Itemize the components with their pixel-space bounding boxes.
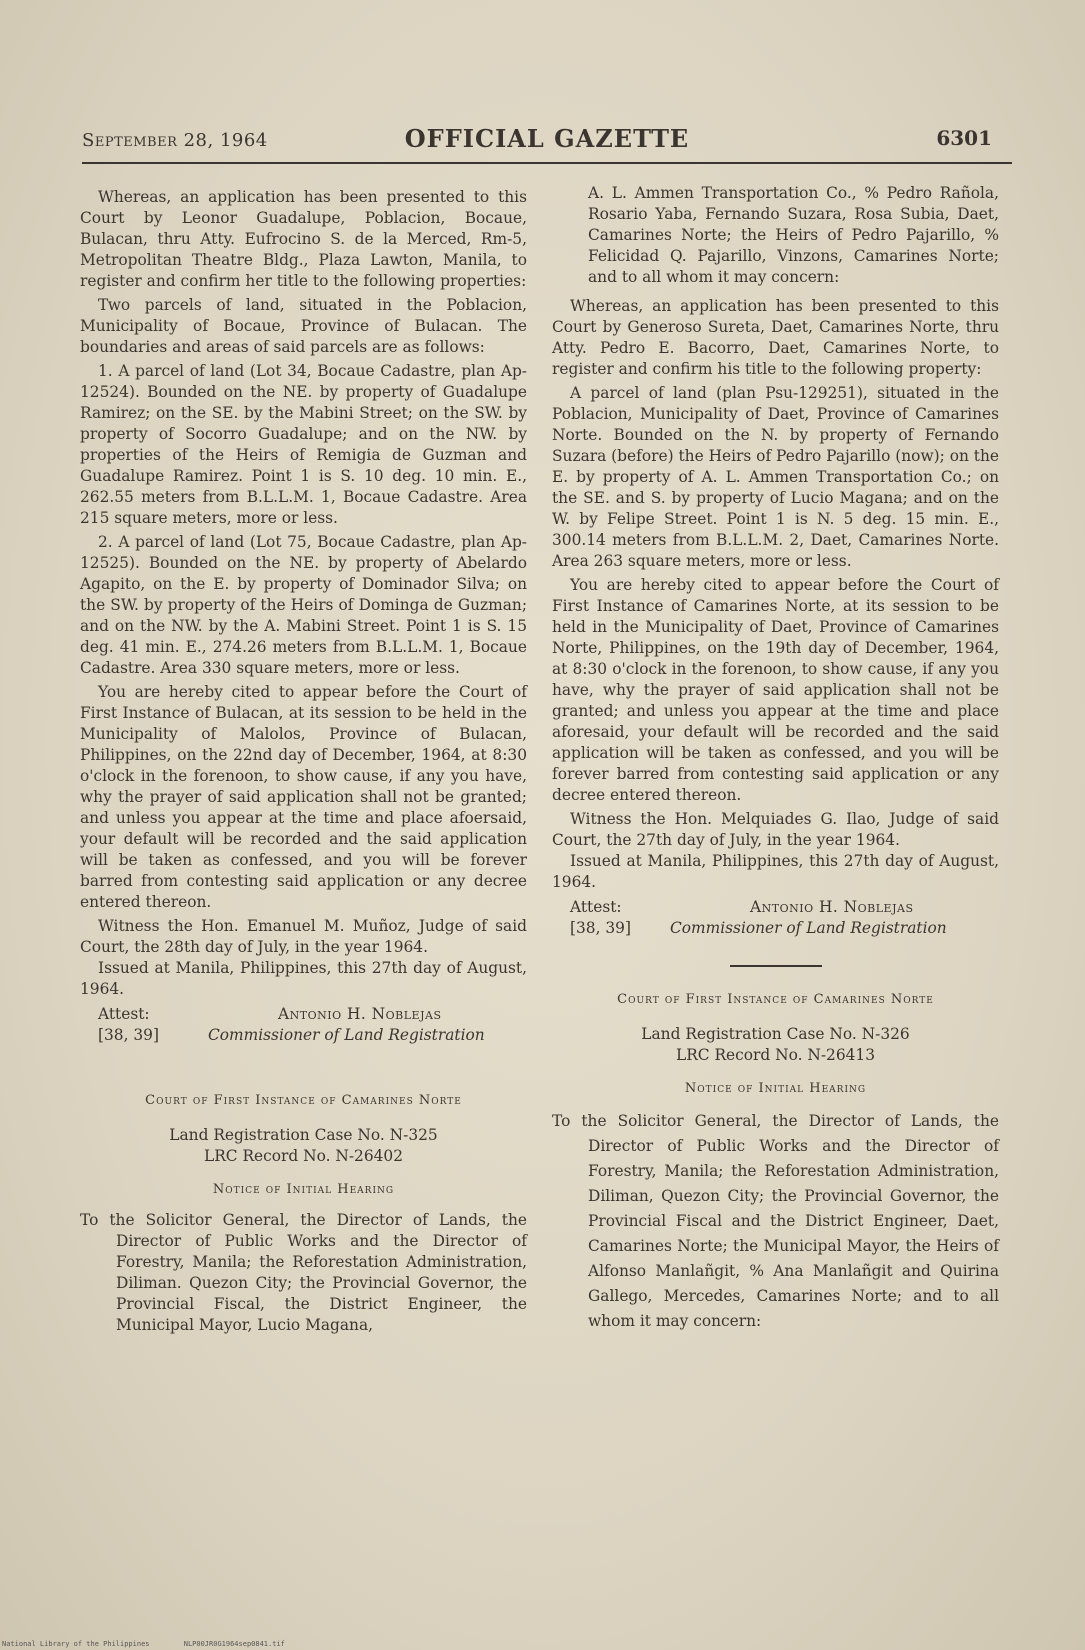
paragraph: 1. A parcel of land (Lot 34, Bocaue Cadastre, plan Ap-12524). Bounded on the NE. by property of Guadalupe Ramirez; on the SE. by the Mabini Street; on the SW. by property of Socorro Guadalupe; and on the NW. by properties of the Heirs of Remigia de Guzman and Guadalupe Ramirez. Point 1 is S. 10 deg. 10 min. E., 262.55 meters from B.L.L.M. 1, Bocaue Cadastre. Area 215 square meters, more or less.	[80, 362, 527, 527]
attest-name: Antonio H. Noblejas	[278, 1005, 442, 1023]
paragraph: Whereas, an application has been presented to this Court by Generoso Sureta, Daet, Camarines Norte, thru Atty. Pedro E. Bacorro, Daet, Camarines Norte, to register and confirm his title to the following property:	[552, 297, 999, 378]
scan-footer	[2, 1640, 315, 1648]
addressee-paragraph: To the Solicitor General, the Director of Lands, the Director of Public Works and the Director of Forestry, Manila; the Reforestation Administration, Diliman. Quezon City; the Provincial Governor, the Provincial Fiscal, the District Engineer, the Municipal Mayor, Lucio Magana,	[80, 1211, 527, 1334]
attest-ref: [38, 39]	[98, 1026, 159, 1044]
header-date: September 28, 1964	[82, 130, 268, 151]
attest-title-line	[570, 918, 999, 939]
page-number: 6301	[936, 126, 992, 150]
addressee-paragraph: To the Solicitor General, the Director of Lands, the Director of Public Works and the Director of Forestry, Manila; the Reforestation Administration, Diliman, Quezon City; the Provincial Governor, the Provincial Fiscal and the District Engineer, Daet, Camarines Norte; the Municipal Mayor, the Heirs of Alfonso Manlañgit, % Ana Manlañgit and Quirina Gallego, Mercedes, Camarines Norte; and to all whom it may concern:	[552, 1112, 999, 1330]
paragraph: A. L. Ammen Transportation Co., % Pedro Rañola, Rosario Yaba, Fernando Suzara, Rosa Subia, Daet, Camarines Norte; the Heirs of Pedro Pajarillo, % Felicidad Q. Pajarillo, Vinzons, Camarines Norte; and to all whom it may concern:	[588, 184, 999, 286]
paragraph: Issued at Manila, Philippines, this 27th day of August, 1964.	[552, 852, 999, 891]
lrc-record: LRC Record No. N-26402	[203, 1147, 404, 1165]
paragraph: Two parcels of land, situated in the Poblacion, Municipality of Bocaue, Province of Bulacan. The boundaries and areas of said parcels are as follows:	[80, 296, 527, 356]
case-number: Land Registration Case No. N-326	[641, 1025, 910, 1043]
notice-heading: Notice of Initial Hearing	[212, 1182, 395, 1197]
paragraph: Witness the Hon. Emanuel M. Muñoz, Judge of said Court, the 28th day of July, in the year 1964.	[80, 917, 527, 956]
right-column	[552, 183, 999, 1337]
paragraph: A parcel of land (plan Psu-129251), situated in the Poblacion, Municipality of Daet, Province of Camarines Norte. Bounded on the N. by property of Fernando Suzara (before) the Heirs of Pedro Pajarillo (now); on the E. by property of A. L. Ammen Transportation Co.; on the SE. and S. by property of Lucio Magana; and on the W. by Felipe Street. Point 1 is N. 5 deg. 15 min. E., 300.14 meters from B.L.L.M. 2, Daet, Camarines Norte. Area 263 square meters, more or less.	[552, 384, 999, 570]
paragraph: You are hereby cited to appear before the Court of First Instance of Bulacan, at its session to be held in the Municipality of Malolos, Province of Bulacan, Philippines, on the 22nd day of December, 1964, at 8:30 o'clock in the forenoon, to show cause, if any you have, why the prayer of said application shall not be granted; and unless you appear at the time and place afoersaid, your default will be recorded and the said application will be taken as confessed, and you will be forever barred from contesting said application or any decree entered thereon.	[80, 683, 527, 911]
attest-label: Attest:	[98, 1005, 150, 1023]
attest-title: Commissioner of Land Registration	[670, 919, 947, 937]
left-column	[80, 187, 527, 1339]
page-header	[82, 124, 1012, 158]
paragraph: Issued at Manila, Philippines, this 27th day of August, 1964.	[80, 959, 527, 998]
case-number: Land Registration Case No. N-325	[169, 1126, 438, 1144]
section-divider	[730, 965, 822, 967]
header-title: OFFICIAL GAZETTE	[404, 124, 690, 153]
paragraph: 2. A parcel of land (Lot 75, Bocaue Cadastre, plan Ap-12525). Bounded on the NE. by property of Abelardo Agapito, on the E. by property of Dominador Silva; on the SW. by property of the Heirs of Dominga de Guzman; and on the NW. by the A. Mabini Street. Point 1 is S. 15 deg. 41 min. E., 274.26 meters from B.L.L.M. 1, Bocaue Cadastre. Area 330 square meters, more or less.	[80, 533, 527, 677]
attest-ref: [38, 39]	[570, 919, 631, 937]
paragraph: Witness the Hon. Melquiades G. Ilao, Judge of said Court, the 27th day of July, in the year 1964.	[552, 810, 999, 849]
court-heading: Court of First Instance of Camarines Norte	[617, 992, 934, 1007]
attest-title: Commissioner of Land Registration	[208, 1026, 485, 1044]
lrc-record: LRC Record No. N-26413	[675, 1046, 876, 1064]
attest-name: Antonio H. Noblejas	[750, 898, 914, 916]
header-rule	[82, 162, 1012, 164]
attest-line	[570, 897, 999, 918]
paragraph: You are hereby cited to appear before the Court of First Instance of Camarines Norte, at its session to be held in the Municipality of Daet, Province of Camarines Norte, Philippines, on the 19th day of December, 1964, at 8:30 o'clock in the forenoon, to show cause, if any you have, why the prayer of said application shall not be granted; and unless you appear at the time and place aforesaid, your default will be recorded and the said application will be taken as confessed, and you will be forever barred from contesting said application or any decree entered thereon.	[552, 576, 999, 804]
footer-source: National Library of the Philippines	[2, 1640, 150, 1648]
attest-label: Attest:	[570, 898, 622, 916]
notice-heading: Notice of Initial Hearing	[684, 1081, 867, 1096]
court-heading: Court of First Instance of Camarines Norte	[145, 1093, 462, 1108]
footer-file: NLP00JR0G1964sep0841.tif	[183, 1640, 285, 1648]
attest-line	[98, 1004, 527, 1025]
attest-title-line	[98, 1025, 527, 1046]
section-divider	[258, 1066, 350, 1068]
paragraph: Whereas, an application has been presented to this Court by Leonor Guadalupe, Poblacion, Bocaue, Bulacan, thru Atty. Eufrocino S. de la Merced, Rm-5, Metropolitan Theatre Bldg., Plaza Lawton, Manila, to register and confirm her title to the following properties:	[80, 188, 527, 290]
